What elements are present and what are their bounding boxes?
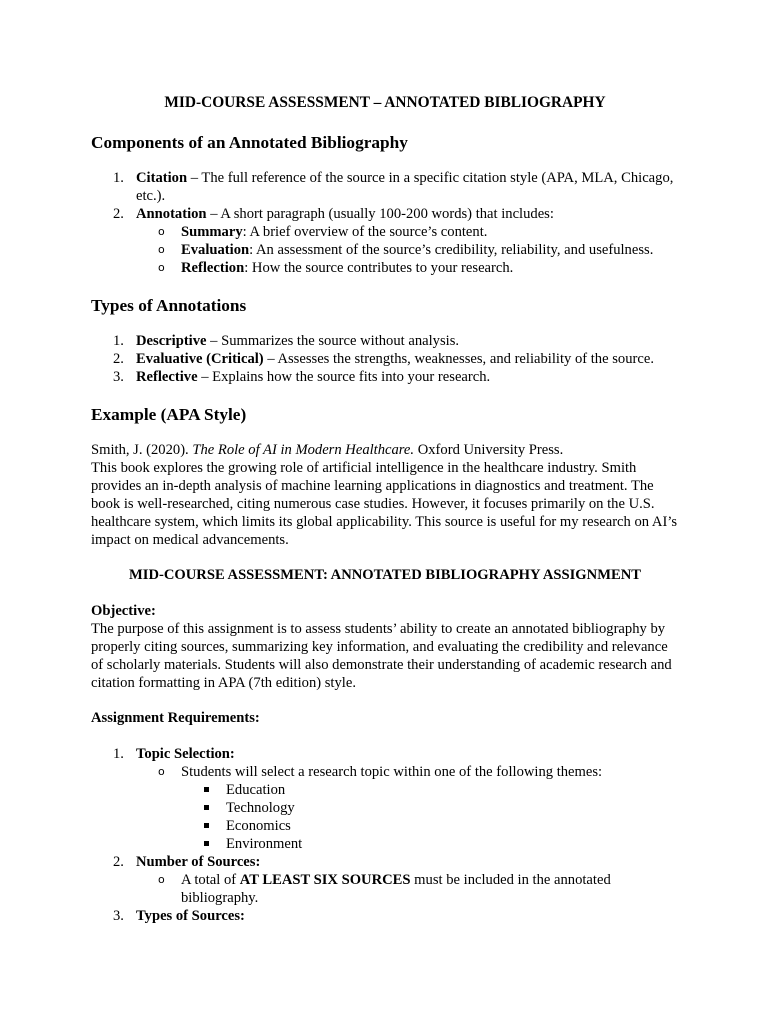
objective-text: The purpose of this assignment is to assess students’ ability to create an annotated bibliography by properly citing sources, summarizing key information, and evaluating the credibility and relevance of scholarly materials. Students will also demonstrate their understanding of academic research and citation formatting in APA (7th edition) style. [91, 621, 672, 691]
summary-description: : A brief overview of the source’s content. [242, 224, 488, 240]
theme-item-technology [181, 799, 679, 817]
requirements-list [91, 745, 679, 925]
descriptive-description: – Summarizes the source without analysis. [206, 333, 460, 349]
bullet-icon: o [158, 243, 165, 256]
types-item-evaluative [91, 350, 679, 368]
bullet-icon: o [158, 873, 165, 886]
objective-label-text: Objective: [91, 603, 156, 619]
list-number: 2. [113, 854, 124, 870]
example-citation [91, 441, 679, 459]
list-number: 3. [113, 908, 124, 924]
document-page [91, 94, 679, 925]
term-summary: Summary [181, 224, 243, 240]
theme-label: Technology [226, 800, 295, 816]
square-bullet-icon [204, 805, 209, 810]
theme-item-economics [181, 817, 679, 835]
theme-label: Environment [226, 836, 303, 852]
sources-prefix: A total of [181, 872, 240, 888]
requirement-topic-selection [91, 745, 679, 853]
requirement-types-of-sources [91, 907, 679, 925]
reflection-description: : How the source contributes to your research. [244, 260, 514, 276]
types-heading: Types of Annotations [91, 296, 247, 315]
evaluative-description: – Assesses the strengths, weaknesses, and reliability of the source. [263, 351, 654, 367]
reflective-description: – Explains how the source fits into your research. [197, 369, 491, 385]
bullet-icon: o [158, 765, 165, 778]
sources-sublist-item [136, 871, 679, 907]
sources-emphasis: AT LEAST SIX SOURCES [239, 872, 411, 888]
evaluation-description: : An assessment of the source’s credibility, reliability, and usefulness. [249, 242, 654, 258]
annotation-sublist [136, 223, 679, 277]
term-evaluation: Evaluation [181, 242, 250, 258]
citation-description: – The full reference of the source in a specific citation style (APA, MLA, Chicago, etc.). [136, 170, 674, 204]
annotation-description: – A short paragraph (usually 100-200 words) that includes: [206, 206, 554, 222]
topic-sublist [136, 763, 679, 853]
term-annotation: Annotation [136, 206, 207, 222]
sublist-item-summary [136, 223, 679, 241]
components-heading: Components of an Annotated Bibliography [91, 133, 408, 152]
term-citation: Citation [136, 170, 188, 186]
term-descriptive: Descriptive [136, 333, 207, 349]
sources-suffix: must be included in the annotated bibliography. [181, 872, 611, 906]
term-reflective: Reflective [136, 369, 198, 385]
sublist-item-reflection [136, 259, 679, 277]
list-number: 1. [113, 333, 124, 349]
components-item-citation [91, 169, 679, 205]
themes-list [181, 781, 679, 853]
types-list [91, 332, 679, 386]
topic-sublist-item [136, 763, 679, 853]
components-item-annotation [91, 205, 679, 277]
example-heading: Example (APA Style) [91, 405, 247, 424]
term-reflection: Reflection [181, 260, 245, 276]
bullet-icon: o [158, 225, 165, 238]
topic-selection-label: Topic Selection: [136, 746, 235, 762]
citation-author: Smith, J. (2020). [91, 442, 193, 458]
objective-label [91, 602, 679, 620]
sources-sublist [136, 871, 679, 907]
types-of-sources-label: Types of Sources: [136, 908, 245, 924]
sublist-item-evaluation [136, 241, 679, 259]
term-evaluative: Evaluative (Critical) [136, 351, 264, 367]
types-item-reflective [91, 368, 679, 386]
assignment-title: MID-COURSE ASSESSMENT: ANNOTATED BIBLIOGRAPHY ASSIGNMENT [129, 567, 641, 583]
requirement-number-of-sources [91, 853, 679, 907]
number-of-sources-label: Number of Sources: [136, 854, 261, 870]
list-number: 1. [113, 170, 124, 186]
theme-item-environment [181, 835, 679, 853]
requirements-label [91, 709, 679, 727]
list-number: 2. [113, 351, 124, 367]
theme-item-education [181, 781, 679, 799]
types-item-descriptive [91, 332, 679, 350]
bullet-icon: o [158, 261, 165, 274]
document-title: MID-COURSE ASSESSMENT – ANNOTATED BIBLIOGRAPHY [164, 94, 606, 111]
citation-book-title: The Role of AI in Modern Healthcare. [192, 442, 415, 458]
theme-label: Economics [226, 818, 291, 834]
square-bullet-icon [204, 787, 209, 792]
list-number: 1. [113, 746, 124, 762]
theme-label: Education [226, 782, 286, 798]
list-number: 3. [113, 369, 124, 385]
requirements-label-text: Assignment Requirements: [91, 710, 260, 726]
topic-instruction: Students will select a research topic within one of the following themes: [181, 764, 603, 780]
citation-publisher: Oxford University Press. [414, 442, 564, 458]
list-number: 2. [113, 206, 124, 222]
square-bullet-icon [204, 841, 209, 846]
square-bullet-icon [204, 823, 209, 828]
components-list [91, 169, 679, 277]
example-annotation: This book explores the growing role of artificial intelligence in the healthcare industry. Smith provides an in-depth analysis of machine learning applications in diagnostics and treatment. The book is well-researched, citing numerous case studies. However, it focuses primarily on the U.S. healthcare system, which limits its global applicability. This source is useful for my research on AI’s impact on medical advancements. [91, 460, 678, 548]
